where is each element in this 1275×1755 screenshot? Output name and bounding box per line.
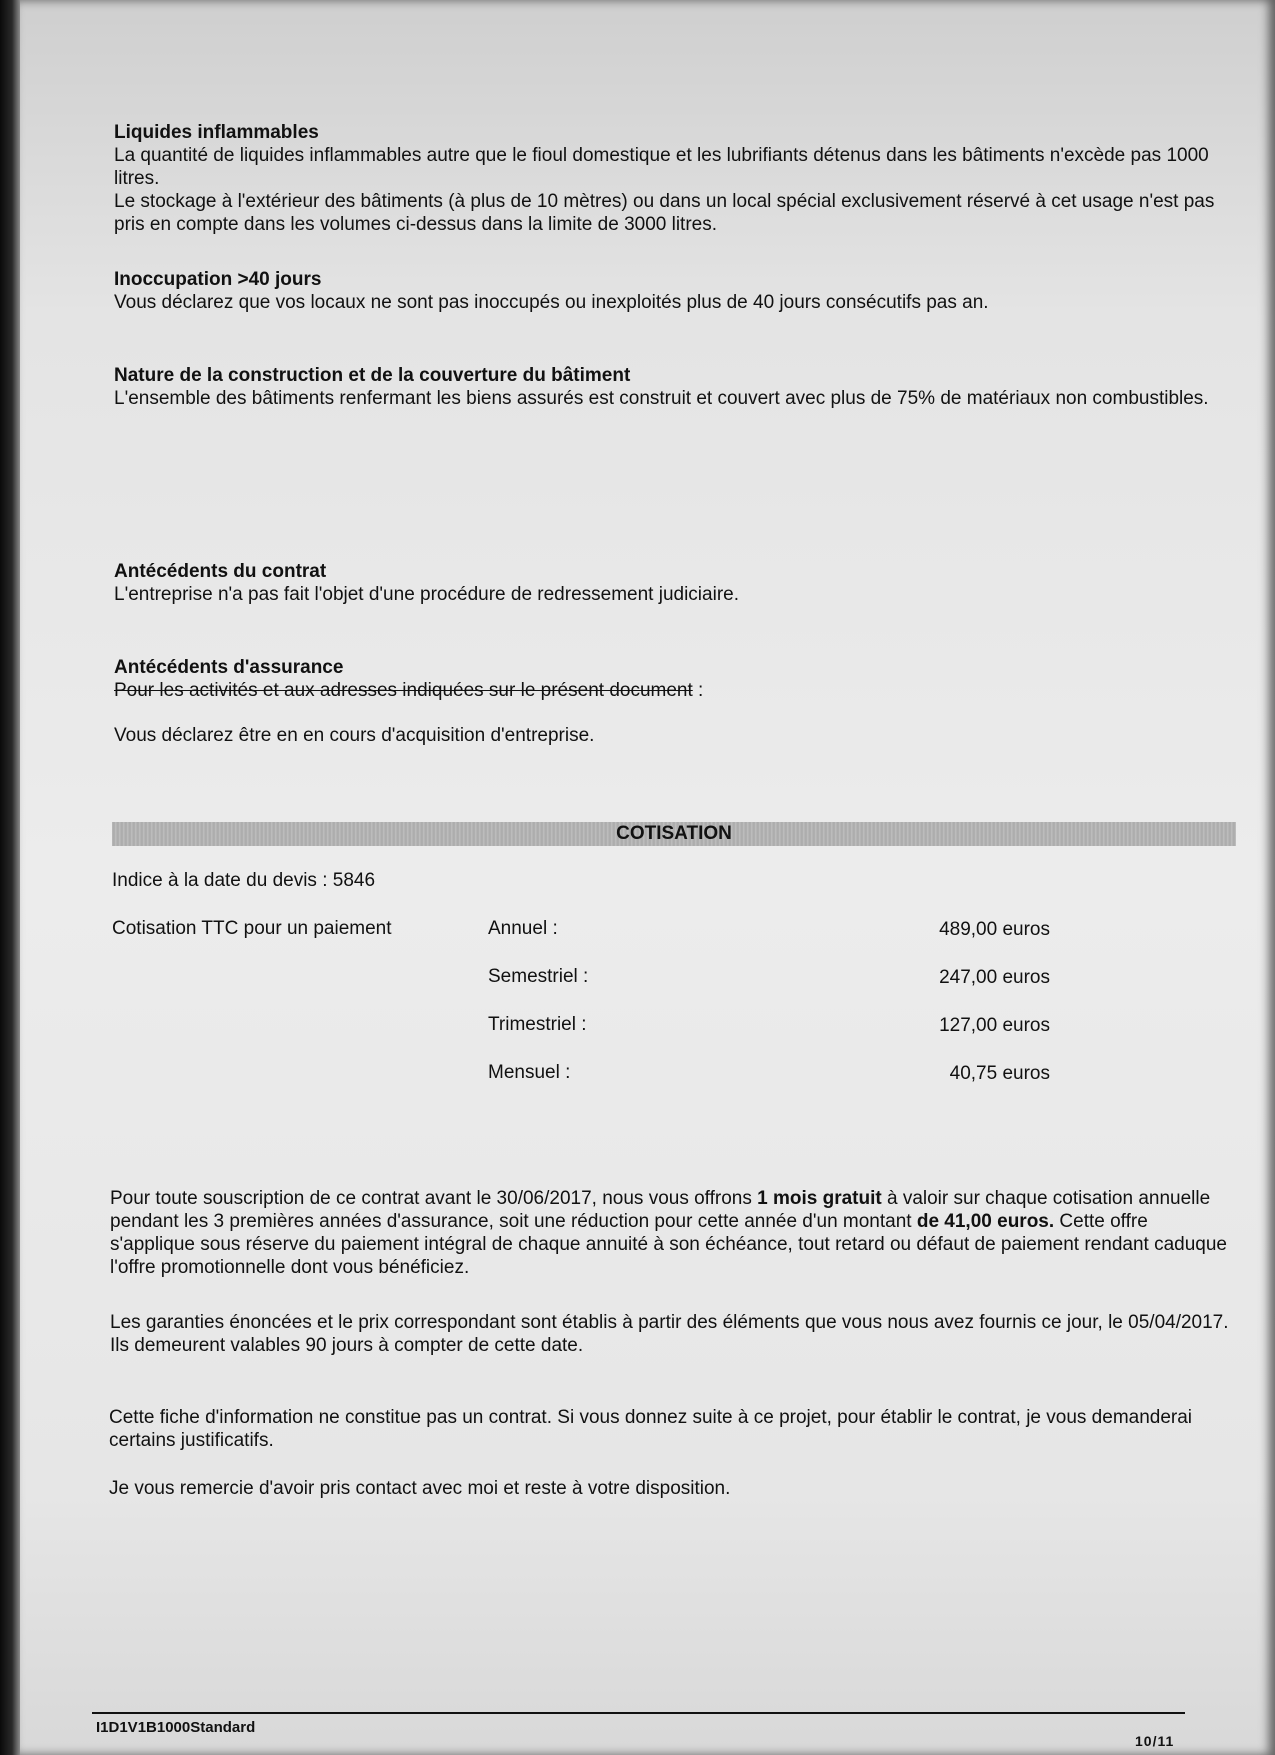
section-text: Vous déclarez être en en cours d'acquisition d'entreprise.	[114, 725, 595, 746]
fiche-paragraph: Cette fiche d'information ne constitue pas un contrat. Si vous donnez suite à ce projet, pour établir le contrat, je vous demanderai certains justificatifs.	[109, 1407, 1193, 1451]
cotisation-indice: Indice à la date du devis : 5846	[112, 870, 376, 891]
offer-highlight: de 41,00 euros.	[916, 1211, 1055, 1232]
section-text: La quantité de liquides inflammables autre que le fioul domestique et les lubrifiants détenus dans les bâtiments n'excède pas 1000 litres.	[114, 145, 1209, 189]
section-construction	[114, 364, 1239, 410]
offer-text: Pour toute souscription de ce contrat avant le 30/06/2017, nous vous offrons	[110, 1188, 758, 1209]
page-number: 10/11	[1135, 1733, 1175, 1749]
cotisation-title: COTISATION	[616, 823, 732, 844]
section-title: Antécédents d'assurance	[114, 657, 344, 678]
offer-text: à valoir sur chaque cotisation annuelle pendant les 3 premières années d'assurance, soit une réduction pour cette année d'un montant	[110, 1188, 1211, 1232]
section-text: Vous déclarez que vos locaux ne sont pas inoccupés ou inexploités plus de 40 jours consécutifs pas an.	[114, 292, 989, 313]
garanties-paragraph: Les garanties énoncées et le prix correspondant sont établis à partir des éléments que vous nous avez fournis ce jour, le 05/04/2017. Ils demeurent valables 90 jours à compter de cette date.	[110, 1312, 1229, 1356]
struck-suffix: :	[692, 680, 704, 701]
section-title: Antécédents du contrat	[114, 561, 327, 582]
cotisation-header-band	[112, 822, 1236, 846]
section-text	[114, 679, 1239, 702]
remerciement-paragraph: Je vous remercie d'avoir pris contact avec moi et reste à votre disposition.	[109, 1478, 731, 1499]
footer-code: I1D1V1B1000Standard	[96, 1719, 256, 1736]
cotisation-label: Cotisation TTC pour un paiement	[112, 918, 392, 939]
section-inoccupation	[114, 268, 1239, 314]
section-antecedents-contrat	[114, 560, 1239, 606]
footer-rule	[92, 1712, 1185, 1714]
period-label: Mensuel :	[488, 1062, 571, 1083]
section-antecedents-assurance	[114, 656, 1239, 747]
period-label: Semestriel :	[488, 966, 589, 987]
period-label: Trimestriel :	[488, 1014, 587, 1035]
period-label: Annuel :	[488, 918, 558, 939]
section-text: L'ensemble des bâtiments renfermant les biens assurés est construit et couvert avec plus de 75% de matériaux non combustibles.	[114, 388, 1209, 409]
offer-highlight: 1 mois gratuit	[757, 1188, 882, 1209]
period-amount: 40,75 euros	[949, 1063, 1050, 1084]
section-text: Le stockage à l'extérieur des bâtiments (à plus de 10 mètres) ou dans un local spécial exclusivement réservé à cet usage n'est pas pris en compte dans les volumes ci-dessus dans la limite de 3000 litres.	[114, 191, 1215, 235]
section-title: Inoccupation >40 jours	[114, 269, 322, 290]
offer-paragraph	[110, 1187, 1235, 1279]
struck-text: Pour les activités et aux adresses indiquées sur le présent document	[114, 680, 693, 701]
period-amount: 127,00 euros	[939, 1015, 1050, 1036]
section-text: L'entreprise n'a pas fait l'objet d'une procédure de redressement judiciaire.	[114, 584, 739, 605]
section-liquides	[114, 121, 1239, 236]
section-title: Liquides inflammables	[114, 122, 319, 143]
period-amount: 247,00 euros	[939, 967, 1050, 988]
section-title: Nature de la construction et de la couverture du bâtiment	[114, 365, 631, 386]
period-amount: 489,00 euros	[939, 919, 1050, 940]
offer-text: Cette offre s'applique sous réserve du paiement intégral de chaque annuité à son échéance, tout retard ou défaut de paiement rendant caduque l'offre promotionnelle dont vous bénéficiez.	[110, 1211, 1227, 1278]
